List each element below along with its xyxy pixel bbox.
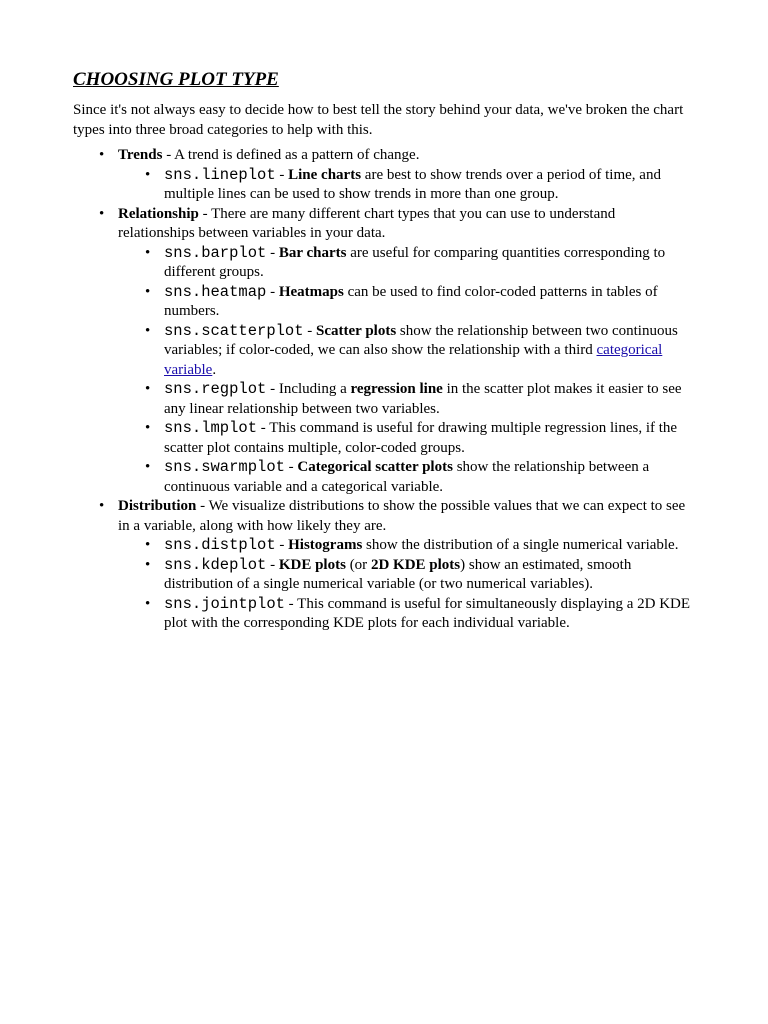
list-item-distplot	[145, 536, 695, 556]
code-name: sns.swarmplot	[164, 458, 285, 476]
chart-type-secondary: 2D KDE plots	[370, 556, 461, 573]
code-name: sns.heatmap	[164, 282, 267, 301]
category-distribution	[99, 497, 695, 634]
separator: -	[303, 322, 317, 339]
item-text: are best to show trends over a period of time, and multiple lines can be used to show trends in more than one group.	[164, 166, 661, 202]
list-item-regplot	[145, 380, 695, 419]
separator: -	[275, 537, 289, 553]
code-name: sns.lineplot	[164, 165, 276, 184]
plot-list	[118, 536, 695, 634]
separator: -	[257, 420, 270, 436]
category-label: Trends	[118, 147, 163, 163]
bullet-icon: •	[145, 322, 151, 339]
bullet-icon: •	[99, 147, 105, 163]
bullet-icon: •	[99, 498, 105, 514]
code-name: sns.distplot	[164, 536, 276, 554]
code-name: sns.scatterplot	[164, 321, 304, 340]
category-description: There are many different chart types that you can use to understand relationships between variables in your data.	[118, 205, 616, 241]
code-name: sns.kdeplot	[164, 555, 267, 574]
item-text: show the relationship between two continuous variables; if color-coded, we can also show the relationship with a third	[164, 322, 678, 358]
bullet-icon: •	[145, 283, 151, 300]
separator: -	[162, 147, 175, 163]
item-end: .	[212, 361, 217, 378]
chart-type: Categorical scatter plots	[297, 459, 453, 475]
category-relationship	[99, 205, 695, 498]
separator: -	[266, 381, 279, 397]
chart-type: Bar charts	[278, 244, 347, 261]
list-item-scatterplot	[145, 321, 695, 381]
item-text: This command is useful for drawing multiple regression lines, if the scatter plot contains multiple, color-coded groups.	[164, 420, 678, 456]
separator: -	[284, 595, 298, 612]
bullet-icon: •	[145, 595, 151, 612]
category-description: We visualize distributions to show the possible values that we can expect to see in a variable, along with how likely they are.	[118, 498, 686, 534]
item-text-pre: Including a	[278, 381, 351, 397]
chart-type: Scatter plots	[316, 322, 397, 339]
bullet-icon: •	[145, 166, 151, 183]
category-label: Distribution	[118, 498, 197, 514]
document-page	[73, 68, 695, 634]
code-name: sns.lmplot	[164, 419, 258, 437]
item-text: This command is useful for simultaneously displaying a 2D KDE plot with the corresponding KDE plots for each individual variable.	[164, 595, 691, 631]
item-text: ) show an estimated, smooth distribution of a single numerical variable (or two numerical variables).	[164, 556, 632, 592]
page-title: CHOOSING PLOT TYPE	[73, 69, 279, 90]
chart-type: Line charts	[288, 166, 362, 183]
bullet-icon: •	[145, 381, 151, 397]
category-description: A trend is defined as a pattern of change.	[174, 147, 420, 163]
list-item-kdeplot	[145, 555, 695, 595]
list-item-swarmplot	[145, 458, 695, 497]
item-text: are useful for comparing quantities corresponding to different groups.	[164, 244, 666, 280]
list-item-lineplot	[145, 165, 695, 205]
bullet-icon: •	[145, 556, 151, 573]
bullet-icon: •	[99, 205, 105, 222]
code-name: sns.barplot	[164, 243, 267, 262]
chart-type: KDE plots	[278, 556, 346, 573]
item-text: show the distribution of a single numerical variable.	[362, 537, 679, 553]
item-text: in the scatter plot makes it easier to see any linear relationship between two variables.	[164, 381, 682, 417]
list-item-heatmap	[145, 282, 695, 322]
separator: -	[275, 166, 289, 183]
separator: -	[196, 498, 209, 514]
category-label: Relationship	[118, 205, 199, 222]
list-item-jointplot	[145, 594, 695, 634]
chart-type: regression line	[350, 381, 443, 397]
item-text: can be used to find color-coded patterns in tables of numbers.	[164, 283, 658, 319]
bullet-icon: •	[145, 420, 151, 436]
item-text: show the relationship between a continuous variable and a categorical variable.	[164, 459, 650, 495]
code-name: sns.regplot	[164, 380, 267, 398]
code-name: sns.jointplot	[164, 594, 285, 613]
intro-paragraph: Since it's not always easy to decide how to best tell the story behind your data, we've broken the chart types into three broad categories to help with this.	[73, 102, 684, 138]
category-list	[73, 146, 695, 634]
chart-type: Heatmaps	[278, 283, 344, 300]
separator: -	[198, 205, 212, 222]
bullet-icon: •	[145, 244, 151, 261]
separator: -	[266, 244, 279, 261]
bullet-icon: •	[145, 537, 151, 553]
plot-list	[118, 166, 695, 205]
separator: -	[284, 459, 298, 475]
category-trends	[99, 146, 695, 205]
item-text-mid: (or	[345, 556, 371, 573]
separator: -	[266, 556, 279, 573]
separator: -	[266, 283, 279, 300]
bullet-icon: •	[145, 459, 151, 475]
categorical-variable-link[interactable]: categorical variable	[164, 342, 663, 378]
chart-type: Histograms	[288, 537, 363, 553]
list-item-lmplot	[145, 419, 695, 458]
plot-list	[118, 244, 695, 498]
list-item-barplot	[145, 243, 695, 283]
